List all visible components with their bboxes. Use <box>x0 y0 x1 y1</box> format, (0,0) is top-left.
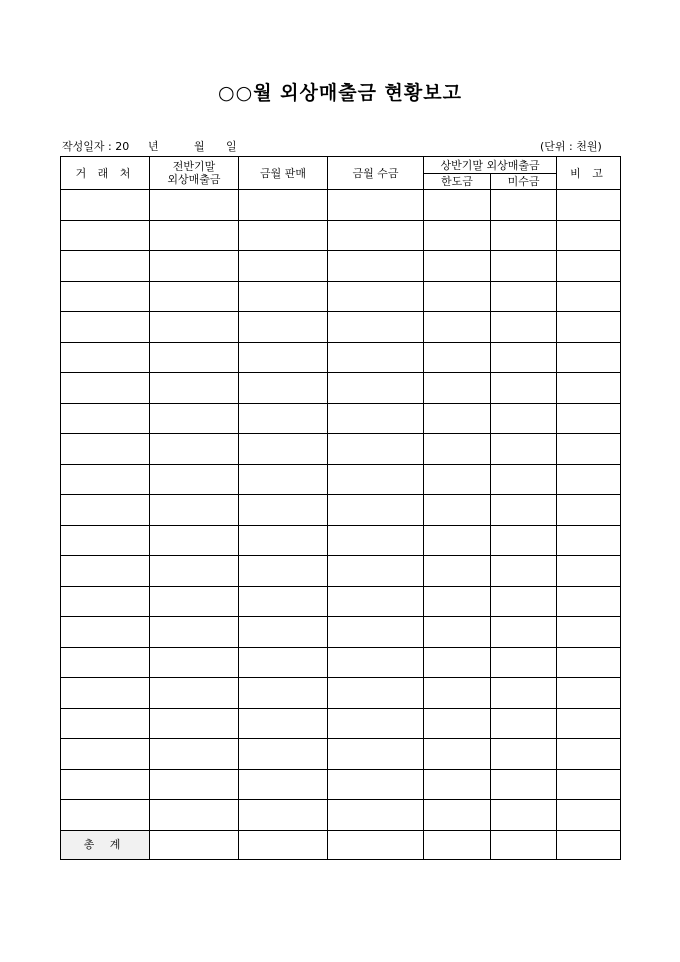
table-cell[interactable] <box>424 708 491 739</box>
header-limit: 한도금 <box>424 174 491 190</box>
table-cell[interactable] <box>328 403 424 434</box>
page-title: ○○월 외상매출금 현황보고 <box>218 82 462 104</box>
table-row <box>61 739 621 770</box>
table-cell[interactable] <box>239 251 328 282</box>
table-row <box>61 556 621 587</box>
table-cell[interactable] <box>150 312 239 343</box>
total-cell[interactable] <box>557 830 621 859</box>
table-cell[interactable] <box>328 434 424 465</box>
table-cell[interactable] <box>328 586 424 617</box>
table-cell[interactable] <box>61 342 150 373</box>
table-cell[interactable] <box>557 769 621 800</box>
table-cell[interactable] <box>61 769 150 800</box>
table-row <box>61 647 621 678</box>
total-cell[interactable] <box>491 830 557 859</box>
table-row <box>61 800 621 831</box>
header-client: 거 래 처 <box>61 157 150 190</box>
table-row <box>61 495 621 526</box>
table-cell[interactable] <box>328 617 424 648</box>
table-cell[interactable] <box>491 800 557 831</box>
table-row <box>61 342 621 373</box>
table-row <box>61 769 621 800</box>
table-cell[interactable] <box>150 739 239 770</box>
table-cell[interactable] <box>491 403 557 434</box>
header-note: 비 고 <box>557 157 621 190</box>
table-cell[interactable] <box>61 800 150 831</box>
table-cell[interactable] <box>239 373 328 404</box>
table-cell[interactable] <box>491 434 557 465</box>
table-cell[interactable] <box>150 403 239 434</box>
table-cell[interactable] <box>491 373 557 404</box>
table-cell[interactable] <box>557 434 621 465</box>
total-label: 총 계 <box>61 830 150 859</box>
table-cell[interactable] <box>557 678 621 709</box>
table-cell[interactable] <box>557 708 621 739</box>
table-cell[interactable] <box>328 678 424 709</box>
table-row <box>61 525 621 556</box>
table-cell[interactable] <box>239 678 328 709</box>
table-cell[interactable] <box>491 220 557 251</box>
header-unpaid: 미수금 <box>491 174 557 190</box>
table-row <box>61 708 621 739</box>
month-label: 월 <box>194 140 205 153</box>
table-row <box>61 190 621 221</box>
table-cell[interactable] <box>150 190 239 221</box>
table-cell[interactable] <box>557 220 621 251</box>
table-cell[interactable] <box>61 617 150 648</box>
table-cell[interactable] <box>150 434 239 465</box>
table-cell[interactable] <box>150 525 239 556</box>
total-row <box>61 830 621 859</box>
table-cell[interactable] <box>557 373 621 404</box>
table-cell[interactable] <box>557 647 621 678</box>
unit-label: (단위 : 천원) <box>540 140 602 153</box>
table-cell[interactable] <box>328 525 424 556</box>
receivables-table <box>60 156 621 860</box>
table-cell[interactable] <box>491 769 557 800</box>
table-cell[interactable] <box>491 190 557 221</box>
table-cell[interactable] <box>61 373 150 404</box>
table-cell[interactable] <box>239 708 328 739</box>
table-cell[interactable] <box>239 190 328 221</box>
table-cell[interactable] <box>150 708 239 739</box>
table-cell[interactable] <box>61 281 150 312</box>
table-cell[interactable] <box>424 281 491 312</box>
table-cell[interactable] <box>61 251 150 282</box>
table-cell[interactable] <box>424 647 491 678</box>
table-cell[interactable] <box>328 800 424 831</box>
table-cell[interactable] <box>557 800 621 831</box>
total-cell[interactable] <box>424 830 491 859</box>
header-prev-line1: 전반기말 <box>172 160 216 173</box>
table-cell[interactable] <box>557 525 621 556</box>
total-cell[interactable] <box>328 830 424 859</box>
table-cell[interactable] <box>150 769 239 800</box>
table-cell[interactable] <box>424 464 491 495</box>
table-cell[interactable] <box>328 647 424 678</box>
table-row <box>61 251 621 282</box>
table-cell[interactable] <box>328 464 424 495</box>
table-cell[interactable] <box>239 800 328 831</box>
table-row <box>61 434 621 465</box>
header-monthly-collection: 금월 수금 <box>328 157 424 190</box>
header-current-balance: 상반기말 외상매출금 <box>424 157 557 174</box>
table-cell[interactable] <box>328 495 424 526</box>
date-label: 작성일자 : 20 <box>62 140 130 153</box>
table-cell[interactable] <box>491 281 557 312</box>
table-cell[interactable] <box>424 312 491 343</box>
table-cell[interactable] <box>61 403 150 434</box>
table-cell[interactable] <box>328 312 424 343</box>
year-label: 년 <box>148 140 159 153</box>
table-cell[interactable] <box>61 495 150 526</box>
table-cell[interactable] <box>61 678 150 709</box>
table-cell[interactable] <box>328 769 424 800</box>
table-row <box>61 586 621 617</box>
table-cell[interactable] <box>239 525 328 556</box>
table-cell[interactable] <box>150 586 239 617</box>
table-cell[interactable] <box>61 708 150 739</box>
table-cell[interactable] <box>328 739 424 770</box>
table-cell[interactable] <box>424 434 491 465</box>
table-cell[interactable] <box>557 312 621 343</box>
table-cell[interactable] <box>424 495 491 526</box>
table-cell[interactable] <box>557 251 621 282</box>
table-cell[interactable] <box>150 373 239 404</box>
table-cell[interactable] <box>557 495 621 526</box>
table-cell[interactable] <box>150 464 239 495</box>
table-cell[interactable] <box>239 312 328 343</box>
table-cell[interactable] <box>239 556 328 587</box>
table-cell[interactable] <box>150 678 239 709</box>
table-cell[interactable] <box>239 586 328 617</box>
table-cell[interactable] <box>239 220 328 251</box>
table-cell[interactable] <box>61 220 150 251</box>
table-cell[interactable] <box>239 342 328 373</box>
table-cell[interactable] <box>424 586 491 617</box>
table-cell[interactable] <box>557 556 621 587</box>
table-cell[interactable] <box>328 190 424 221</box>
total-cell[interactable] <box>239 830 328 859</box>
table-cell[interactable] <box>239 617 328 648</box>
table-cell[interactable] <box>328 220 424 251</box>
table-cell[interactable] <box>61 464 150 495</box>
table-cell[interactable] <box>150 495 239 526</box>
table-cell[interactable] <box>491 251 557 282</box>
table-cell[interactable] <box>424 678 491 709</box>
date-line <box>62 138 237 154</box>
table-cell[interactable] <box>150 251 239 282</box>
table-cell[interactable] <box>61 434 150 465</box>
table-cell[interactable] <box>150 617 239 648</box>
table-cell[interactable] <box>61 647 150 678</box>
table-cell[interactable] <box>557 190 621 221</box>
table-cell[interactable] <box>424 190 491 221</box>
table-cell[interactable] <box>491 617 557 648</box>
table-cell[interactable] <box>150 647 239 678</box>
table-cell[interactable] <box>557 342 621 373</box>
table-row <box>61 464 621 495</box>
table-cell[interactable] <box>491 708 557 739</box>
table-cell[interactable] <box>328 373 424 404</box>
table-cell[interactable] <box>239 464 328 495</box>
table-row <box>61 281 621 312</box>
table-cell[interactable] <box>424 525 491 556</box>
table-cell[interactable] <box>424 373 491 404</box>
table-cell[interactable] <box>424 800 491 831</box>
table-cell[interactable] <box>150 556 239 587</box>
table-row <box>61 220 621 251</box>
table-cell[interactable] <box>61 525 150 556</box>
table-cell[interactable] <box>328 251 424 282</box>
table-cell[interactable] <box>61 312 150 343</box>
table-cell[interactable] <box>424 769 491 800</box>
table-cell[interactable] <box>150 800 239 831</box>
table-cell[interactable] <box>239 769 328 800</box>
header-prev-balance <box>150 157 239 190</box>
table-cell[interactable] <box>239 281 328 312</box>
table-cell[interactable] <box>557 281 621 312</box>
table-cell[interactable] <box>557 617 621 648</box>
table-cell[interactable] <box>424 342 491 373</box>
table-row <box>61 403 621 434</box>
table-cell[interactable] <box>557 464 621 495</box>
table-cell[interactable] <box>424 617 491 648</box>
table-cell[interactable] <box>491 525 557 556</box>
table-cell[interactable] <box>424 251 491 282</box>
table-cell[interactable] <box>239 739 328 770</box>
table-cell[interactable] <box>150 342 239 373</box>
table-cell[interactable] <box>491 464 557 495</box>
table-cell[interactable] <box>491 586 557 617</box>
header-prev-line2: 외상매출금 <box>167 173 221 186</box>
table-cell[interactable] <box>557 739 621 770</box>
table-cell[interactable] <box>491 647 557 678</box>
table-cell[interactable] <box>328 556 424 587</box>
table-cell[interactable] <box>61 556 150 587</box>
table-cell[interactable] <box>61 190 150 221</box>
table-cell[interactable] <box>424 403 491 434</box>
header-monthly-sales: 금월 판매 <box>239 157 328 190</box>
table-cell[interactable] <box>424 739 491 770</box>
table-row <box>61 312 621 343</box>
table-cell[interactable] <box>491 678 557 709</box>
table-cell[interactable] <box>61 586 150 617</box>
table-cell[interactable] <box>239 403 328 434</box>
day-label: 일 <box>226 140 237 153</box>
total-cell[interactable] <box>150 830 239 859</box>
table-cell[interactable] <box>557 586 621 617</box>
table-cell[interactable] <box>491 495 557 526</box>
table-cell[interactable] <box>491 739 557 770</box>
table-cell[interactable] <box>424 220 491 251</box>
table-row <box>61 373 621 404</box>
table-body <box>61 190 621 831</box>
table-cell[interactable] <box>491 342 557 373</box>
table-cell[interactable] <box>150 220 239 251</box>
table-cell[interactable] <box>328 281 424 312</box>
table-cell[interactable] <box>491 556 557 587</box>
table-cell[interactable] <box>150 281 239 312</box>
table-row <box>61 678 621 709</box>
table-cell[interactable] <box>239 647 328 678</box>
table-cell[interactable] <box>557 403 621 434</box>
table-cell[interactable] <box>61 739 150 770</box>
table-row <box>61 617 621 648</box>
table-cell[interactable] <box>328 342 424 373</box>
table-cell[interactable] <box>239 495 328 526</box>
table-cell[interactable] <box>424 556 491 587</box>
table-cell[interactable] <box>491 312 557 343</box>
table-cell[interactable] <box>239 434 328 465</box>
table-cell[interactable] <box>328 708 424 739</box>
